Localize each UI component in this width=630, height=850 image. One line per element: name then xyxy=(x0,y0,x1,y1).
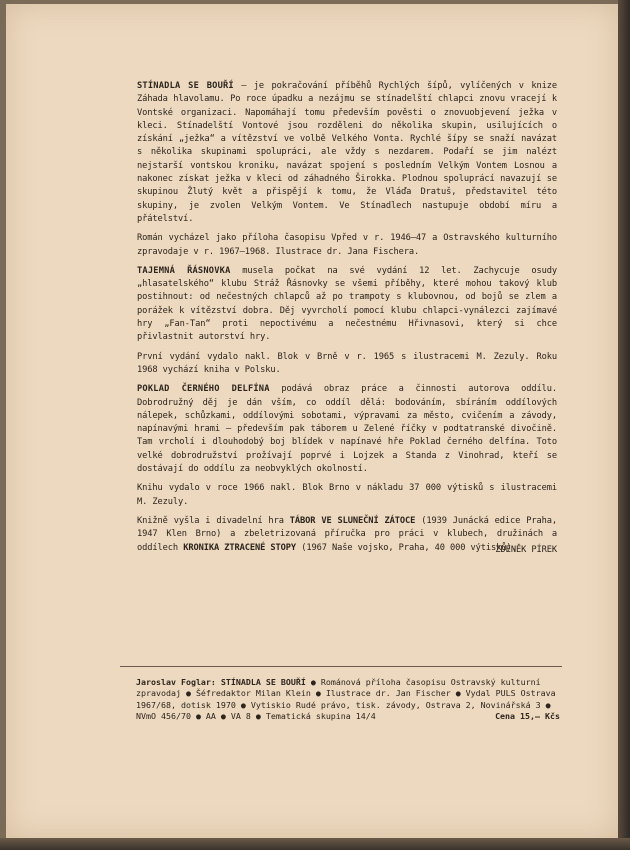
colophon-lead: Jaroslav Foglar: STÍNADLA SE BOUŘÍ xyxy=(136,677,306,687)
section-heading: TAJEMNÁ ŘÁSNOVKA xyxy=(137,265,231,276)
section-note: Román vycházel jako příloha časopisu Vpřed v r. 1946—47 a Ostravského kulturního zpravodaje v r. 1967—1968. Ilustrace dr. Jana Fischera. xyxy=(137,233,557,257)
colophon xyxy=(136,677,560,723)
section-note: Knihu vydalo v roce 1966 nakl. Blok Brno v nákladu 37 000 výtisků s ilustracemi M. Zezuly. xyxy=(137,483,557,507)
closing-paragraph xyxy=(137,515,557,555)
colophon-text: ● Románová příloha časopisu Ostravský kulturní zpravodaj ● Šéfredaktor Milan Klein ● Ilustrace dr. Jan Fischer ● Vydal PULS Ostrava 1967/68, dotisk 1970 ● Vytiskio Rudé právo, tisk. závody, Ostrava 2, Novinářská 3 ● NVmO 456/70 ● AA ● VA 8 ● Tematická skupina 14/4 xyxy=(136,677,556,722)
section-text: podává obraz práce a činnosti autorova oddílu. Dobrodružný děj je dán vším, co oddíl dělá: bodováním, sbíráním oddílových nálepek, schůzkami, oddílovými sobotami, výpravami za město, cvičením a závody, napínavými hrami — především pak táborem u Zelené říčky v podtatranské divočině. Tam vrcholí i dlouhodobý boj blídek v napínavé hře Poklad černého delfína. Toto velké dobrodružství prožívají poprvé i Lojzek a Standa z Vinohrad, kteří se dostávají do oddílu za neobvyklých okolností. xyxy=(137,384,557,475)
play-title: TÁBOR VE SLUNEČNÍ ZÁTOCE xyxy=(289,515,416,526)
section-heading: POKLAD ČERNÉHO DELFÍNA xyxy=(137,384,270,395)
section-note: První vydání vydalo nakl. Blok v Brně v r. 1965 s ilustracemi M. Zezuly. Roku 1968 vychází kniha v Polsku. xyxy=(137,351,557,375)
section-rasnovka xyxy=(137,265,557,345)
closing-text: (1967 Naše vojsko, Praha, 40 000 výtisků). xyxy=(301,542,517,553)
section-delfin xyxy=(137,383,557,476)
book-edge-bottom xyxy=(0,838,630,850)
section-stinadla xyxy=(137,80,557,226)
price-label: Cena 15,— Kčs xyxy=(495,711,560,722)
colophon-divider xyxy=(120,666,562,667)
closing-text: Knižně vyšla i divadelní hra xyxy=(137,515,284,526)
section-heading: STÍNADLA SE BOUŘÍ xyxy=(137,81,234,91)
author-signature: ZDENĚK PÍREK xyxy=(495,544,557,555)
manual-title: KRONIKA ZTRACENÉ STOPY xyxy=(183,542,297,553)
section-text: musela počkat na své vydání 12 let. Zachycuje osudy „hlasatelského“ klubu Stráž Řásnovky se všemi příběhy, které mohou takový klub postihnout: od nečestných chlapců až po trampoty s klubovnou, od bojů se zlem a porážek k vítězství dobra. Děj vyvrcholí pomocí klubu chlapci-vynálezci zajímavé hry „Fan-Tan“ proti nepoctivému a nečestnému Hřivnasovi, který si chce přivlastnit autorství hry. xyxy=(137,265,557,343)
section-text: — je pokračování příběhů Rychlých šípů, vylíčených v knize Záhada hlavolamu. Po roce úpadku a nezájmu se stínadelští chlapci znovu vracejí k Vontské organizaci. Napomáhají tomu především pověsti o znovuobjevení ježka v kleci. Stínadelští Vontové jsou rozděleni do několika skupin, usilujících o získání „ježka“ a vítězství ve volbě Velkého Vonta. Rychlé šípy se snaží navázat s několika skupinami spolupráci, ale vždy s nezdarem. Podaří se jim nalézt nejstarší vontskou kroniku, navázat spojení s posledním Velkým Vontem Losnou a nakonec získat ježka v kleci od záhadného Širokka. Plodnou spoluprácí navazují se skupinou Žlutý květ a přispějí k tomu, že Vláďa Dratuš, představitel této skupiny, je zvolen Velkým Vontem. Ve Stínadlech nastupuje období míru a přátelství. xyxy=(137,81,557,224)
afterword-text xyxy=(137,80,557,557)
book-edge-right xyxy=(618,0,630,850)
closing-text: (1939 Junácká edice Praha, 1947 Klen Brno) a zbeletrizovaná příručka pro práci v klubech, družinách a oddílech xyxy=(137,515,557,553)
